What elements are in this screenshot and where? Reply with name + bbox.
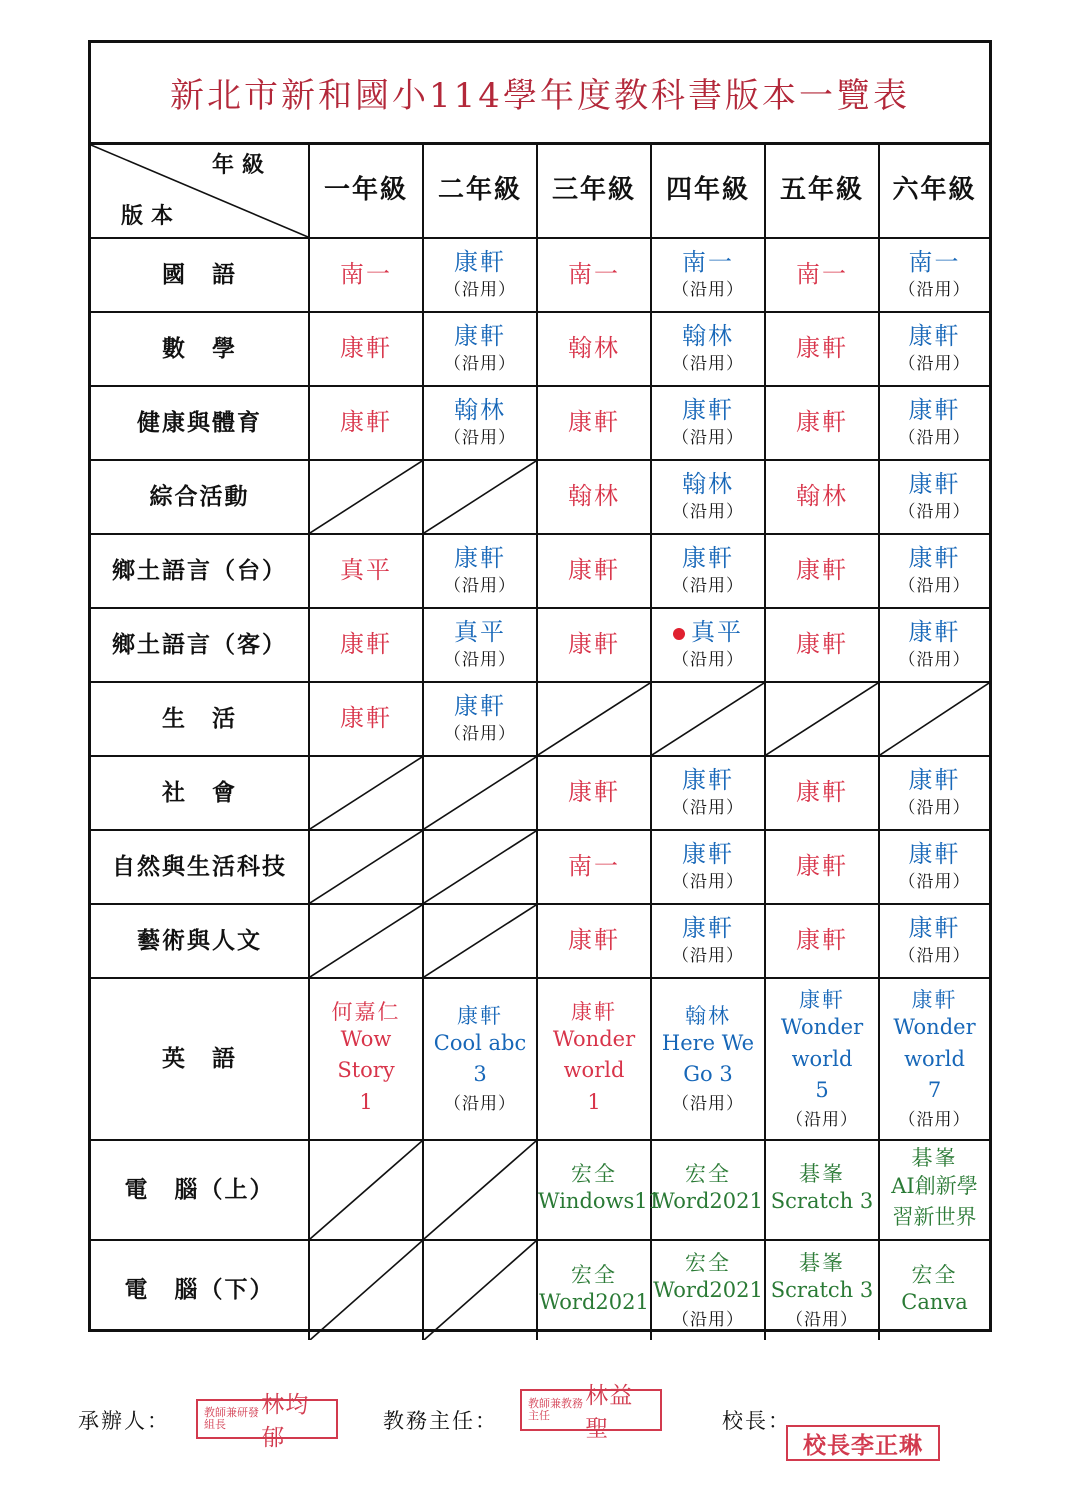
textbook-cell — [765, 978, 879, 1140]
textbook-cell — [423, 386, 537, 460]
handler-stamp-name: 林均郁 — [261, 1392, 310, 1451]
publisher-name: 康軒 — [454, 322, 506, 351]
subject-row — [91, 904, 989, 978]
not-applicable-cell — [309, 756, 423, 830]
continued-use-note: （沿用） — [444, 354, 516, 375]
publisher-name: 康軒 — [799, 987, 845, 1012]
textbook-cell — [651, 1140, 765, 1240]
diagonal-slash — [424, 831, 536, 903]
textbook-cell — [765, 312, 879, 386]
continued-use-note: （沿用） — [444, 724, 516, 745]
continued-use-note: （沿用） — [898, 354, 971, 375]
textbook-cell — [651, 460, 765, 534]
textbook-cell — [309, 238, 423, 312]
publisher-name: 康軒 — [908, 840, 961, 869]
handler-stamp-title: 教師兼研發組長 — [204, 1406, 259, 1431]
textbook-cell — [765, 608, 879, 682]
publisher-name: 康軒 — [568, 926, 620, 955]
textbook-cell — [309, 386, 423, 460]
publisher-name: 翰林 — [685, 1003, 731, 1028]
textbook-title-line: Wonder — [552, 1026, 636, 1051]
textbook-cell — [765, 460, 879, 534]
textbook-cell — [765, 904, 879, 978]
continued-use-note: （沿用） — [898, 798, 971, 819]
diagonal-slash — [424, 757, 536, 829]
subject-name: 社 會 — [91, 756, 309, 830]
publisher-name: 康軒 — [340, 408, 392, 437]
textbook-title-line: world — [791, 1046, 853, 1071]
principal-label: 校長： — [722, 1409, 791, 1433]
textbook-cell — [879, 904, 989, 978]
publisher-name: 康軒 — [908, 470, 961, 499]
subject-row — [91, 534, 989, 608]
not-applicable-cell — [309, 460, 423, 534]
diagonal-slash — [424, 1141, 536, 1239]
continued-use-note: （沿用） — [444, 1093, 516, 1114]
textbook-cell — [537, 534, 651, 608]
subject-name: 生 活 — [91, 682, 309, 756]
publisher-name: 南一 — [908, 248, 961, 277]
textbook-cell — [879, 238, 989, 312]
diagonal-slash — [652, 683, 764, 755]
textbook-cell — [651, 1240, 765, 1340]
textbook-title-line: world — [904, 1046, 965, 1071]
handler-label: 承辦人： — [78, 1409, 170, 1433]
subject-name: 自然與生活科技 — [91, 830, 309, 904]
grade-header: 一年級 — [309, 145, 423, 238]
publisher-name: 康軒 — [682, 914, 734, 943]
textbook-title-line: Scratch 3 — [770, 1278, 874, 1303]
continued-use-note: （沿用） — [672, 872, 744, 893]
publisher-name: 康軒 — [908, 766, 961, 795]
textbook-cell — [309, 978, 423, 1140]
continued-use-note: （沿用） — [898, 946, 971, 967]
subject-row — [91, 1140, 989, 1240]
diagonal-slash — [538, 683, 650, 755]
textbook-cell — [879, 1240, 989, 1340]
textbook-cell — [879, 1140, 989, 1240]
publisher-name: 康軒 — [454, 544, 506, 573]
publisher-name: 南一 — [682, 248, 734, 277]
publisher-name: 康軒 — [908, 618, 961, 647]
subject-row — [91, 830, 989, 904]
publisher-name: 翰林 — [682, 470, 734, 499]
textbook-title-line: 1 — [359, 1089, 373, 1114]
publisher-name: 康軒 — [682, 840, 734, 869]
publisher-name: 康軒 — [796, 630, 848, 659]
publisher-name: 康軒 — [340, 704, 392, 733]
textbook-cell — [537, 978, 651, 1140]
continued-use-note: （沿用） — [444, 280, 516, 301]
publisher-name: 宏全 — [685, 1250, 731, 1275]
subject-row — [91, 312, 989, 386]
textbook-cell — [423, 534, 537, 608]
continued-use-note: （沿用） — [672, 1309, 744, 1330]
continued-use-note: （沿用） — [672, 428, 744, 449]
publisher-name: 真平 — [454, 618, 506, 647]
publisher-name: 康軒 — [911, 987, 958, 1012]
textbook-title-line: Canva — [901, 1289, 968, 1314]
publisher-name: 真平 — [691, 618, 743, 647]
subject-name: 電 腦（下） — [91, 1240, 309, 1340]
continued-use-note: （沿用） — [672, 946, 744, 967]
grade-axis-label: 年級 — [211, 152, 272, 178]
textbook-title-line: AI創新學 — [891, 1173, 978, 1198]
corner-cell — [91, 145, 309, 238]
publisher-name: 康軒 — [571, 999, 617, 1024]
textbook-table — [91, 145, 989, 1340]
textbook-cell — [309, 312, 423, 386]
textbook-cell — [651, 386, 765, 460]
publisher-name: 翰林 — [682, 322, 734, 351]
textbook-title-line: 習新世界 — [892, 1205, 977, 1230]
publisher-name: 康軒 — [454, 692, 506, 721]
textbook-cell — [879, 534, 989, 608]
textbook-title-line: Word2021 — [653, 1189, 763, 1214]
subject-row — [91, 608, 989, 682]
textbook-cell — [423, 238, 537, 312]
textbook-title-line: Scratch 3 — [770, 1189, 874, 1214]
diagonal-slash — [310, 1141, 422, 1239]
textbook-cell — [423, 608, 537, 682]
publisher-name: 康軒 — [796, 852, 848, 881]
grade-header: 三年級 — [537, 145, 651, 238]
continued-use-note: （沿用） — [898, 650, 971, 671]
header-row — [91, 145, 989, 238]
textbook-cell — [423, 312, 537, 386]
continued-use-note: （沿用） — [444, 576, 516, 597]
publisher-name: 康軒 — [796, 408, 848, 437]
grade-header: 二年級 — [423, 145, 537, 238]
textbook-cell — [879, 756, 989, 830]
publisher-name: 康軒 — [682, 396, 734, 425]
publisher-name: 康軒 — [682, 544, 734, 573]
continued-use-note: （沿用） — [672, 650, 744, 671]
textbook-cell — [765, 830, 879, 904]
textbook-cell — [651, 238, 765, 312]
textbook-cell — [309, 534, 423, 608]
diagonal-slash — [766, 683, 878, 755]
textbook-cell — [537, 1140, 662, 1240]
subject-row — [91, 682, 989, 756]
publisher-name: 真平 — [340, 556, 392, 585]
textbook-cell — [309, 682, 423, 756]
publisher-name: 南一 — [568, 260, 620, 289]
textbook-title-line: 1 — [587, 1089, 601, 1114]
publisher-name: 碁峯 — [911, 1146, 958, 1171]
publisher-name: 翰林 — [454, 396, 506, 425]
continued-use-note: （沿用） — [898, 576, 971, 597]
textbook-title-line: Wow Story — [337, 1026, 395, 1083]
signature-footer — [0, 1383, 1079, 1475]
publisher-name: 康軒 — [796, 556, 848, 585]
publisher-name: 康軒 — [340, 630, 392, 659]
textbook-title-line: world — [563, 1058, 625, 1083]
subject-row — [91, 460, 989, 534]
publisher-name: 康軒 — [908, 396, 961, 425]
continued-use-note: （沿用） — [898, 502, 971, 523]
diagonal-slash — [310, 831, 422, 903]
not-applicable-cell — [537, 682, 651, 756]
not-applicable-cell — [423, 460, 537, 534]
textbook-cell — [765, 756, 879, 830]
principal-stamp-name: 校長李正琳 — [803, 1431, 923, 1459]
diagonal-slash — [424, 1241, 536, 1340]
publisher-name: 碁峯 — [799, 1162, 845, 1187]
publisher-name: 宏全 — [911, 1262, 958, 1287]
diagonal-slash — [424, 905, 536, 977]
continued-use-note: （沿用） — [444, 428, 516, 449]
textbook-cell — [879, 978, 989, 1140]
textbook-cell — [879, 830, 989, 904]
publisher-name: 康軒 — [796, 926, 848, 955]
grade-header: 五年級 — [765, 145, 879, 238]
subject-name: 國 語 — [91, 238, 309, 312]
publisher-name: 何嘉仁 — [331, 999, 401, 1024]
not-applicable-cell — [423, 830, 537, 904]
publisher-name: 康軒 — [796, 334, 848, 363]
version-axis-label: 版本 — [121, 202, 182, 229]
diagonal-slash — [310, 1241, 422, 1340]
publisher-name: 碁峯 — [799, 1250, 845, 1275]
subject-name: 健康與體育 — [91, 386, 309, 460]
publisher-name: 翰林 — [796, 482, 848, 511]
publisher-name: 康軒 — [796, 778, 848, 807]
subject-name: 鄉土語言（台） — [91, 534, 309, 608]
publisher-name: 南一 — [796, 260, 848, 289]
grade-header: 六年級 — [879, 145, 989, 238]
subject-name: 數 學 — [91, 312, 309, 386]
continued-use-note: （沿用） — [898, 1109, 971, 1130]
textbook-cell — [651, 534, 765, 608]
continued-use-note: （沿用） — [672, 576, 744, 597]
publisher-name: 南一 — [340, 260, 392, 289]
continued-use-note: （沿用） — [672, 354, 744, 375]
subject-name: 英 語 — [91, 978, 309, 1140]
publisher-name: 康軒 — [908, 544, 961, 573]
publisher-name: 宏全 — [571, 1262, 617, 1287]
subject-name: 綜合活動 — [91, 460, 309, 534]
textbook-title-line: Go 3 — [683, 1062, 733, 1087]
not-applicable-cell — [765, 682, 879, 756]
continued-use-note: （沿用） — [672, 502, 744, 523]
textbook-title-line: Wonder — [780, 1015, 864, 1040]
textbook-cell — [423, 978, 537, 1140]
not-applicable-cell — [423, 904, 537, 978]
subject-row — [91, 756, 989, 830]
continued-use-note: （沿用） — [898, 428, 971, 449]
textbook-cell — [879, 608, 989, 682]
textbook-cell — [765, 1240, 879, 1340]
textbook-cell — [651, 830, 765, 904]
publisher-name: 康軒 — [340, 334, 392, 363]
textbook-cell — [423, 682, 537, 756]
textbook-cell — [879, 386, 989, 460]
textbook-cell — [765, 386, 879, 460]
continued-use-note: （沿用） — [672, 798, 744, 819]
textbook-cell — [537, 904, 651, 978]
subject-name: 藝術與人文 — [91, 904, 309, 978]
continued-use-note: （沿用） — [786, 1109, 858, 1130]
textbook-cell — [537, 386, 651, 460]
director-stamp-title: 教師兼教務主任 — [528, 1397, 583, 1422]
not-applicable-cell — [423, 1140, 537, 1240]
document-frame — [88, 40, 992, 1332]
textbook-cell — [537, 1240, 651, 1340]
continued-use-note: （沿用） — [444, 650, 516, 671]
continued-use-note: （沿用） — [898, 280, 971, 301]
publisher-name: 康軒 — [568, 408, 620, 437]
continued-use-note: （沿用） — [786, 1309, 858, 1330]
red-mark-icon — [673, 628, 685, 640]
subject-row — [91, 386, 989, 460]
textbook-title-line: Here We — [661, 1030, 755, 1055]
textbook-cell — [765, 238, 879, 312]
publisher-name: 宏全 — [571, 1162, 617, 1187]
principal-stamp — [786, 1425, 940, 1461]
textbook-cell — [651, 904, 765, 978]
not-applicable-cell — [423, 756, 537, 830]
publisher-name: 翰林 — [568, 482, 620, 511]
textbook-title-line: 7 — [927, 1078, 942, 1103]
subject-row — [91, 238, 989, 312]
textbook-cell — [879, 312, 989, 386]
grade-header: 四年級 — [651, 145, 765, 238]
not-applicable-cell — [309, 904, 423, 978]
subject-row — [91, 978, 989, 1140]
textbook-cell — [879, 460, 989, 534]
page-title: 新北市新和國小114學年度教科書版本一覽表 — [91, 43, 989, 145]
textbook-cell — [651, 756, 765, 830]
textbook-title-line: 3 — [473, 1062, 487, 1087]
publisher-name: 康軒 — [682, 766, 734, 795]
textbook-cell — [651, 312, 765, 386]
textbook-title-line: 5 — [815, 1078, 829, 1103]
textbook-cell — [537, 460, 651, 534]
diagonal-slash — [424, 461, 536, 533]
textbook-title-line: Word2021 — [653, 1278, 763, 1303]
publisher-name: 康軒 — [568, 556, 620, 585]
not-applicable-cell — [309, 1140, 423, 1240]
publisher-name: 康軒 — [454, 248, 506, 277]
diagonal-slash — [310, 757, 422, 829]
textbook-cell — [765, 1140, 879, 1240]
textbook-cell — [651, 608, 765, 682]
subject-name: 電 腦（上） — [91, 1140, 309, 1240]
handler-stamp — [196, 1392, 338, 1451]
director-stamp-name: 林益聖 — [585, 1383, 634, 1442]
not-applicable-cell — [423, 1240, 537, 1340]
textbook-cell — [537, 238, 651, 312]
publisher-name: 康軒 — [568, 778, 620, 807]
diagonal-slash — [880, 683, 989, 755]
textbook-cell — [537, 608, 651, 682]
textbook-cell — [651, 978, 765, 1140]
continued-use-note: （沿用） — [672, 280, 744, 301]
publisher-name: 康軒 — [908, 914, 961, 943]
continued-use-note: （沿用） — [672, 1093, 744, 1114]
textbook-title-line: Wonder — [893, 1015, 976, 1040]
textbook-title-line: Cool abc — [433, 1030, 527, 1055]
textbook-cell — [309, 608, 423, 682]
publisher-name: 康軒 — [457, 1003, 503, 1028]
textbook-title-line: Word2021 — [539, 1289, 649, 1314]
publisher-name: 翰林 — [568, 334, 620, 363]
textbook-title-line: Windows11 — [538, 1189, 662, 1214]
textbook-cell — [537, 312, 651, 386]
textbook-cell — [537, 756, 651, 830]
not-applicable-cell — [651, 682, 765, 756]
director-label: 教務主任： — [383, 1409, 498, 1433]
director-stamp — [520, 1383, 662, 1442]
continued-use-note: （沿用） — [898, 872, 971, 893]
subject-name: 鄉土語言（客） — [91, 608, 309, 682]
not-applicable-cell — [879, 682, 989, 756]
publisher-name: 康軒 — [568, 630, 620, 659]
diagonal-slash — [310, 905, 422, 977]
textbook-cell — [537, 830, 651, 904]
publisher-name: 南一 — [568, 852, 620, 881]
subject-row — [91, 1240, 989, 1340]
publisher-name: 康軒 — [908, 322, 961, 351]
textbook-cell — [765, 534, 879, 608]
not-applicable-cell — [309, 1240, 423, 1340]
not-applicable-cell — [309, 830, 423, 904]
diagonal-slash — [310, 461, 422, 533]
publisher-name: 宏全 — [685, 1162, 731, 1187]
